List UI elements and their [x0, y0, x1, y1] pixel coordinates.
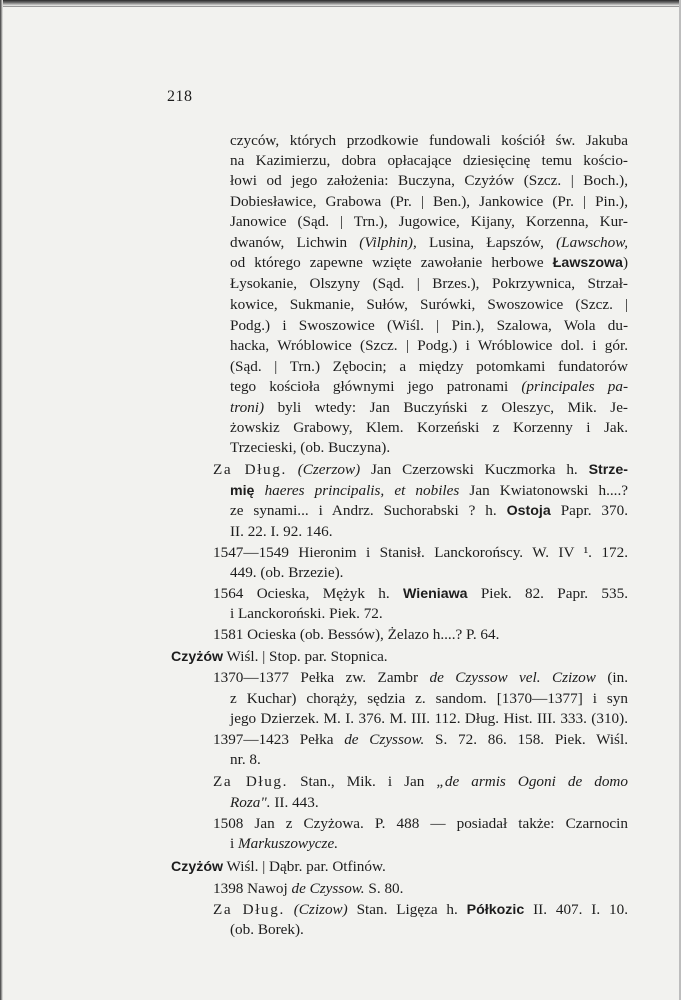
text-segment: żowskiz Grabowy, Klem. Korzeński z Korzenny i Jak.	[230, 419, 628, 436]
text-segment: Podg.) i Swoszowice (Wiśl. | Pin.), Szalowa, Wola du-	[230, 317, 628, 334]
text-line	[230, 192, 628, 212]
text-segment: jego Dzierzek. M. I. 376. M. III. 112. Dług. Hist. III. 333. (310).	[230, 710, 628, 727]
italic-term: „de armis Ogoni de domo	[436, 773, 628, 790]
text-segment: 1397—1423 Pełka	[213, 731, 345, 748]
text-line	[213, 584, 628, 604]
text-line	[230, 920, 304, 940]
text-line	[230, 438, 390, 458]
text-segment: , Lusina, Łapszów,	[412, 234, 557, 251]
page-number: 218	[167, 88, 193, 105]
text-line	[230, 709, 628, 729]
text-line	[230, 522, 333, 542]
italic-term: troni)	[230, 399, 265, 416]
bold-term: mię	[230, 483, 255, 499]
text-line	[213, 543, 628, 563]
italic-term: Markuszowycze.	[238, 835, 338, 852]
italic-term: haeres principalis, et nobiles	[264, 482, 460, 499]
italic-term: (Vilphin)	[359, 234, 413, 251]
text-segment: byli wtedy: Jan Buczyński z Oleszyc, Mik. Je-	[264, 399, 628, 416]
bold-term: Półkozic	[466, 902, 525, 918]
text-segment: S. 80.	[364, 880, 404, 897]
text-line	[230, 418, 628, 438]
text-segment: 1508 Jan z Czyżowa. P. 488 — posiadał także: Czarnocin	[213, 815, 628, 832]
text-segment: II. 22. I. 92. 146.	[230, 523, 333, 540]
text-line	[213, 625, 499, 645]
text-segment: z Kuchar) chorąży, sędzia z. sandom. [1370—1377] i syn	[230, 690, 628, 707]
italic-term: de Czyssow vel. Czizow	[429, 669, 596, 686]
text-line	[230, 357, 628, 377]
text-segment: (Sąd. | Trn.) Zębocin; a między potomkami fundatorów	[230, 358, 628, 375]
text-segment: II. 443.	[270, 794, 319, 811]
text-segment: czyców, których przodkowie fundowali kościół św. Jakuba	[230, 132, 628, 149]
text-line	[230, 689, 628, 709]
page-top-rule	[0, 6, 681, 7]
text-segment: Janowice (Sąd. | Trn.), Jugowice, Kijany, Korzenna, Kur-	[230, 213, 628, 230]
text-line	[213, 460, 628, 480]
text-line	[230, 131, 628, 151]
text-segment: Wiśl. | Dąbr. par. Otfinów.	[223, 858, 386, 875]
text-line	[230, 501, 628, 521]
text-segment	[285, 901, 294, 918]
text-line	[213, 772, 628, 792]
text-line	[213, 730, 628, 750]
text-line	[230, 316, 628, 336]
text-segment: dwanów, Lichwin	[230, 234, 360, 251]
text-segment: Jan Czerzowski Kuczmorka h.	[360, 461, 589, 478]
bold-term: Czyżów	[171, 649, 224, 665]
text-line	[230, 481, 628, 501]
text-segment: nr. 8.	[230, 751, 261, 768]
text-line	[230, 398, 628, 418]
text-segment: 1370—1377 Pełka zw. Zambr	[213, 669, 430, 686]
text-segment: 1581 Ocieska (ob. Bessów), Żelazo h....? P. 64.	[213, 626, 500, 643]
text-line	[230, 604, 383, 624]
italic-term: Roza".	[230, 794, 271, 811]
text-line	[230, 295, 628, 315]
text-line	[230, 253, 628, 273]
text-segment: Trzecieski, (ob. Buczyna).	[230, 439, 391, 456]
text-segment: i Lanckoroński. Piek. 72.	[230, 605, 383, 622]
bold-term: Czyżów	[171, 859, 224, 875]
page-left-edge	[0, 0, 3, 1000]
text-line	[230, 563, 343, 583]
text-line	[230, 151, 628, 171]
text-segment: Za Dług.	[213, 901, 285, 918]
text-line	[230, 750, 261, 770]
text-segment	[254, 482, 264, 499]
bold-term: Wieniawa	[402, 586, 468, 602]
text-segment	[287, 461, 298, 478]
text-segment: Dobiesławice, Grabowa (Pr. | Ben.), Jankowice (Pr. | Pin.),	[230, 193, 628, 210]
text-segment: 1398 Nawoj	[213, 880, 292, 897]
text-segment: Jan Kwiatonowski h....?	[459, 482, 629, 499]
text-segment: tego kościoła głównymi jego patronami	[230, 378, 522, 395]
text-segment: Stan., Mik. i Jan	[288, 773, 437, 790]
text-line	[230, 377, 628, 397]
text-line	[213, 668, 628, 688]
italic-term: (Lawschow,	[556, 234, 628, 251]
text-segment: (in.	[595, 669, 629, 686]
text-segment: )	[622, 254, 628, 271]
text-segment: II. 407. I. 10.	[524, 901, 628, 918]
italic-term: (principales pa-	[521, 378, 628, 395]
text-segment: i	[230, 835, 239, 852]
text-line	[230, 274, 628, 294]
text-segment: S. 72. 86. 158. Piek. Wiśl.	[424, 731, 628, 748]
text-segment: Za Dług.	[213, 773, 289, 790]
text-segment: Stan. Ligęza h.	[347, 901, 467, 918]
text-line	[230, 212, 628, 232]
text-line	[171, 857, 386, 877]
text-line	[213, 814, 628, 834]
text-segment: 449. (ob. Brzezie).	[230, 564, 344, 581]
text-segment: hacka, Wróblowice (Szcz. | Podg.) i Wróblowice dol. i gór.	[230, 337, 628, 354]
text-segment: (ob. Borek).	[230, 921, 304, 938]
text-line	[171, 647, 388, 667]
text-segment: na Kazimierzu, dobra opłacające dziesięcinę temu kościo-	[230, 152, 628, 169]
text-segment: łowi od jego założenia: Buczyna, Czyżów (Szcz. | Boch.),	[230, 172, 628, 189]
bold-term: Strze-	[588, 462, 628, 478]
text-line	[230, 171, 628, 191]
italic-term: (Czizow)	[293, 901, 348, 918]
italic-term: de Czyssow.	[291, 880, 365, 897]
text-line	[230, 233, 628, 253]
text-line	[213, 879, 403, 899]
text-segment: Wiśl. | Stop. par. Stopnica.	[223, 648, 388, 665]
text-line	[213, 900, 628, 920]
text-segment: kowice, Sukmanie, Sułów, Surówki, Swoszowice (Szcz. |	[230, 296, 628, 313]
bold-term: Ostoja	[506, 503, 551, 519]
text-segment: Za Dług.	[213, 461, 287, 478]
text-segment: Papr. 370.	[550, 502, 628, 519]
text-line	[230, 336, 628, 356]
text-segment: od którego zapewne wzięte zawołanie herbowe	[230, 254, 553, 271]
text-segment: ze synami... i Andrz. Suchorabski ? h.	[230, 502, 507, 519]
text-line	[230, 793, 319, 813]
text-line	[230, 834, 338, 854]
italic-term: (Czerzow)	[297, 461, 361, 478]
text-segment: 1547—1549 Hieronim i Stanisł. Lanckorońscy. W. IV ¹. 172.	[213, 544, 628, 561]
text-segment: 1564 Ocieska, Mężyk h.	[213, 585, 403, 602]
text-segment: Łysokanie, Olszyny (Sąd. | Brzes.), Pokrzywnica, Strzał-	[230, 275, 628, 292]
text-segment: Piek. 82. Papr. 535.	[467, 585, 628, 602]
italic-term: de Czyssow.	[344, 731, 425, 748]
bold-term: Ławszowa	[552, 255, 623, 271]
